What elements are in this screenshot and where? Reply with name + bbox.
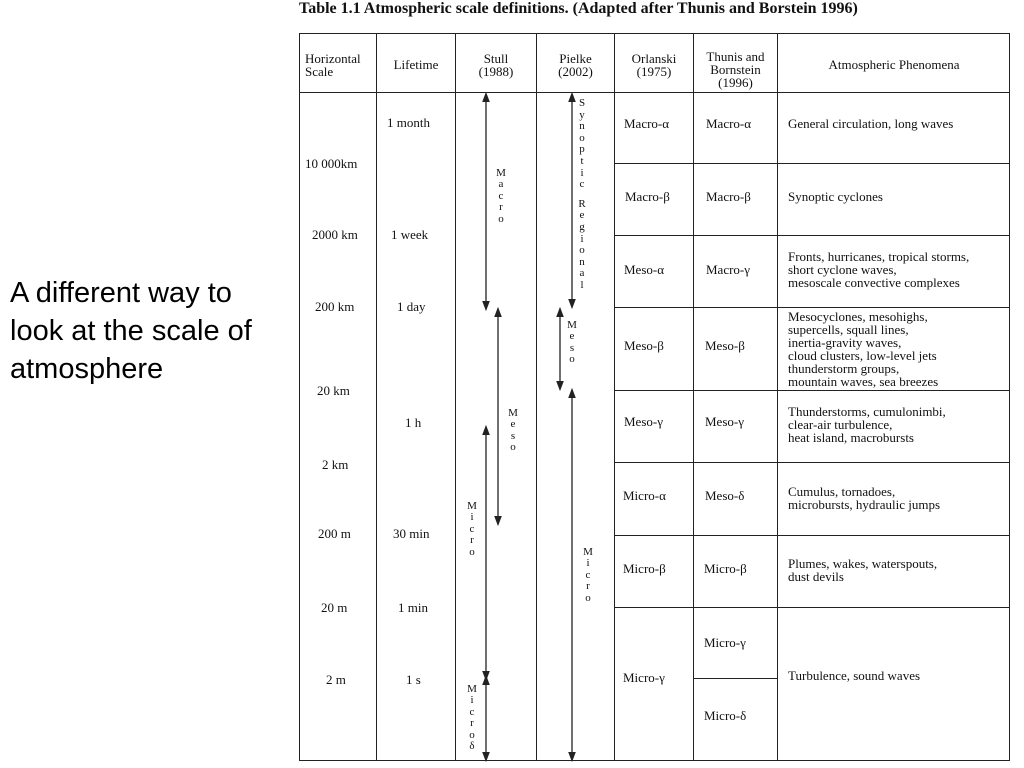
thunis-cell: Macro-γ <box>706 262 751 277</box>
pielke-meso-label: M e s o <box>567 319 577 366</box>
orlanski-cell: Micro-α <box>623 488 666 503</box>
orlanski-cell: Micro-β <box>623 561 666 576</box>
lifetime-value: 1 s <box>406 672 421 687</box>
scale-value: 200 m <box>318 526 351 541</box>
header-stull: Stull (1988) <box>478 51 514 79</box>
scale-value: 20 km <box>317 383 350 398</box>
lifetime-value: 1 day <box>397 299 426 314</box>
scale-value: 20 m <box>321 600 348 615</box>
orlanski-cell: Meso-α <box>624 262 665 277</box>
lifetime-value: 1 min <box>398 600 428 615</box>
phenomena-cell: Mesocyclones, mesohighs, supercells, squall lines, inertia-gravity waves, cloud clusters, low-level jets thunderstorm groups, mountain waves, sea breezes <box>788 309 939 389</box>
scale-value: 2 m <box>326 672 346 687</box>
phenomena-cell: Synoptic cyclones <box>788 189 883 204</box>
orlanski-cell: Micro-γ <box>623 670 665 685</box>
lifetime-value: 1 week <box>391 227 429 242</box>
thunis-cell: Meso-δ <box>705 488 745 503</box>
lifetime-value: 1 month <box>387 115 430 130</box>
phenomena-cell: Cumulus, tornadoes, microbursts, hydraulic jumps <box>788 484 941 512</box>
table-title: Table 1.1 Atmospheric scale definitions. (Adapted after Thunis and Borstein 1996) <box>299 0 858 17</box>
header-orlanski: Orlanski (1975) <box>631 51 677 79</box>
pielke-synoptic-label: S y n o p t i c R e g i o n a l <box>578 97 586 291</box>
lifetime-value: 30 min <box>393 526 430 541</box>
phenomena-cell: Turbulence, sound waves <box>788 668 921 683</box>
stull-micro-label: M i c r o <box>467 500 477 558</box>
header-phenomena: Atmospheric Phenomena <box>828 57 960 72</box>
scale-value: 200 km <box>315 299 355 314</box>
orlanski-cell: Meso-γ <box>624 414 663 429</box>
side-note-line: A different way to <box>10 277 232 309</box>
thunis-cell: Macro-β <box>706 189 751 204</box>
phenomena-cell: Fronts, hurricanes, tropical storms, short cyclone waves, mesoscale convective complexes <box>788 249 970 290</box>
header-horizontal-scale: Horizontal Scale <box>305 51 361 79</box>
thunis-cell: Micro-β <box>704 561 747 576</box>
stull-micro-delta-label: M i c r o δ <box>467 683 477 753</box>
scale-value: 2 km <box>322 457 349 472</box>
side-note-line: look at the scale of <box>10 315 252 347</box>
header-thunis: Thunis and Bornstein (1996) <box>706 49 765 90</box>
header-pielke: Pielke (2002) <box>558 51 593 79</box>
stull-meso-label: M e s o <box>508 407 518 454</box>
stull-macro-label: M a c r o <box>496 167 506 225</box>
thunis-cell: Micro-γ <box>704 635 746 650</box>
orlanski-cell: Macro-α <box>624 116 670 131</box>
thunis-cell: Meso-γ <box>705 414 744 429</box>
lifetime-value: 1 h <box>405 415 422 430</box>
pielke-micro-label: M i c r o <box>583 546 593 604</box>
thunis-cell: Micro-δ <box>704 708 747 723</box>
phenomena-cell: General circulation, long waves <box>788 116 954 131</box>
phenomena-cell: Thunderstorms, cumulonimbi, clear-air turbulence, heat island, macrobursts <box>788 404 946 445</box>
side-note-line: atmosphere <box>10 353 164 385</box>
orlanski-cell: Meso-β <box>624 338 664 353</box>
header-lifetime: Lifetime <box>393 57 439 72</box>
phenomena-cell: Plumes, wakes, waterspouts, dust devils <box>788 556 938 584</box>
scale-value: 10 000km <box>305 156 358 171</box>
scale-value: 2000 km <box>312 227 358 242</box>
thunis-cell: Macro-α <box>706 116 752 131</box>
orlanski-cell: Macro-β <box>625 189 670 204</box>
thunis-cell: Meso-β <box>705 338 745 353</box>
